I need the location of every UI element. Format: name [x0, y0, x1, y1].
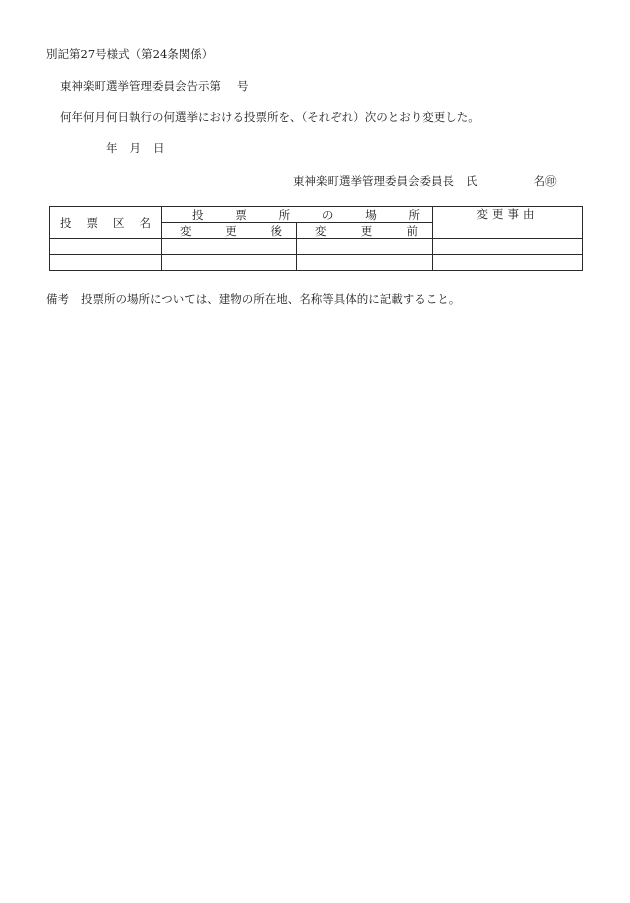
date-year: 年: [106, 141, 118, 155]
remarks-text: 投票所の場所については、建物の所在地、名称等具体的に記載すること。: [81, 292, 461, 306]
signature-line: [293, 174, 557, 188]
form-label: 別記第27号様式（第24条関係）: [46, 47, 214, 61]
notice-number-prefix: 東神楽町選挙管理委員会告示第: [60, 79, 221, 93]
polling-place-change-table: [49, 206, 583, 271]
table-row: [50, 255, 583, 271]
date-month: 月: [129, 141, 141, 155]
notice-number-suffix: 号: [237, 79, 249, 93]
cell-after[interactable]: [162, 255, 297, 271]
cell-district[interactable]: [50, 239, 162, 255]
notice-number: [60, 79, 249, 93]
date-line: [106, 141, 165, 155]
header-location: 投 票 所 の 場 所: [162, 207, 433, 223]
remarks: [46, 292, 460, 306]
header-before: 変 更 前: [297, 223, 433, 239]
notice-body: 何年何月何日執行の何選挙における投票所を、（それぞれ）次のとおり変更した。: [60, 110, 480, 124]
cell-reason[interactable]: [433, 239, 583, 255]
cell-district[interactable]: [50, 255, 162, 271]
header-after: 変 更 後: [162, 223, 297, 239]
header-district: 投 票 区 名: [50, 207, 162, 239]
cell-after[interactable]: [162, 239, 297, 255]
seal-mark: ㊞: [545, 174, 557, 188]
cell-reason[interactable]: [433, 255, 583, 271]
signature-title: 東神楽町選挙管理委員会委員長: [293, 174, 454, 188]
table-row: [50, 239, 583, 255]
signature-name-last: 名: [533, 174, 545, 188]
signature-name-first: 氏: [466, 174, 478, 188]
date-day: 日: [153, 141, 165, 155]
remarks-label: 備考: [46, 292, 69, 306]
table-header-row: [50, 207, 583, 223]
header-reason: 変更事由: [433, 207, 583, 239]
cell-before[interactable]: [297, 255, 433, 271]
cell-before[interactable]: [297, 239, 433, 255]
